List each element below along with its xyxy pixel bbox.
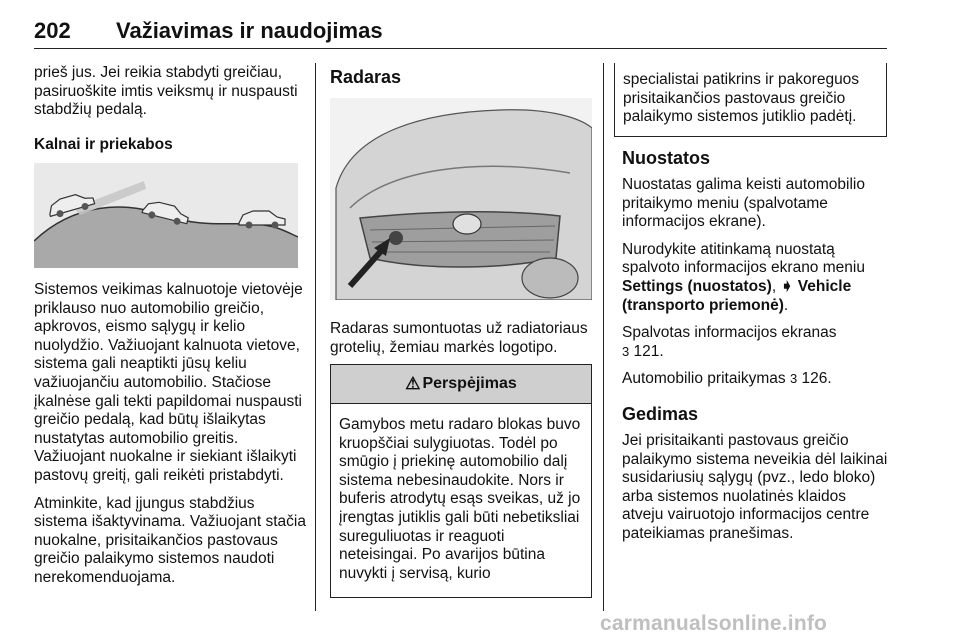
warning-triangle-icon: ⚠: [405, 374, 421, 393]
settings-paragraph-1: Nuostatas galima keisti automobilio pritaikymo meniu (spalvotame informacijos ekrane).: [622, 176, 865, 231]
column-divider-1: [315, 63, 316, 611]
menu-arrow-icon: ➧: [780, 277, 794, 295]
settings-paragraph-2: [622, 241, 890, 315]
watermark: carmanualsonline.info: [600, 612, 828, 635]
hills-paragraph-2: Atminkite, kad įjungus stabdžius sistema išaktyvinama. Važiuojant stačia nuokalne, prisitaikančios pastovaus greičio palaikymo sistemos naudoti nerekomenduojama.: [34, 494, 306, 586]
warning-box: [330, 364, 592, 598]
settings-period: .: [783, 296, 789, 314]
color-display-text: Spalvotas informacijos ekranas: [622, 324, 837, 342]
column-divider-2: [603, 63, 604, 611]
column-1: [34, 64, 306, 163]
page-title: Važiavimas ir naudojimas: [116, 18, 383, 43]
header-rule: [34, 48, 887, 49]
hills-paragraph-1: Sistemos veikimas kalnuotoje vietovėje priklauso nuo automobilio greičio, apkrovos, eismo sąlygų ir kelio nuolydžio. Važiuojant kalnuota vietove, sistema gali neaptikti jūsų keliu važiuojančiu automobilio. Stačiose įkalnėse gali tekti papildomai nuspausti greičio pedalą, kad būtų išlaikytas nustatytas automobilio greitis. Važiuojant nuokalne ir siekiant išlaikyti pastovų greitį, gali reikėti pristabdyti.: [34, 281, 303, 484]
color-display-page: 121.: [629, 342, 664, 360]
vehicle-menu-label: Vehicle (transporto priemonė): [622, 277, 852, 314]
column-1-body: [34, 281, 306, 597]
warning-header: [331, 365, 591, 404]
settings-paragraph-4: [622, 370, 890, 389]
warning-title: Perspėjimas: [422, 375, 517, 392]
settings-menu-label: Settings (nuostatos): [622, 277, 772, 295]
column-3: [622, 147, 890, 553]
intro-paragraph: prieš jus. Jei reikia stabdyti greičiau, pasiruoškite imtis veiksmų ir nuspausti stabdžių pedalą.: [34, 64, 298, 119]
hills-illustration: [34, 163, 298, 268]
settings-heading: Nuostatos: [622, 148, 711, 168]
personalization-text: Automobilio pritaikymas: [622, 370, 790, 388]
radar-caption: Radaras sumontuotas už radiatoriaus grotelių, žemiau markės logotipo.: [330, 320, 588, 356]
settings-separator: ,: [771, 277, 781, 295]
radar-heading: Radaras: [330, 67, 402, 87]
page-number: 202: [34, 18, 71, 43]
faults-paragraph: Jei prisitaikanti pastovaus greičio palaikymo sistema neveikia dėl laikinai susidariusių sąlygų (pvz., ledo bloko) arba sistemos nuolatinės klaidos atveju vairuotojo informacijos centre pateikiamas pranešimas.: [622, 431, 888, 542]
settings-p2-text: Nurodykite atitinkamą nuostatą spalvoto informacijos ekrano meniu: [622, 240, 865, 277]
hills-heading: Kalnai ir priekabos: [34, 135, 173, 153]
page-ref-icon: 3: [622, 343, 630, 359]
warning-body: Gamybos metu radaro blokas buvo kruopščiai sulygiuotas. Todėl po smūgio į priekinę automobilio dalį sistema nebesinaudokite. Nors ir buferis atrodytų esąs sveikas, už jo įrengtas jutiklis gali būti nebetiksliai sureguliuotas ir reaguoti neteisingai. Po avarijos būtina nuvykti į servisą, kurio: [339, 416, 581, 582]
warning-continuation-box: specialistai patikrins ir pakoreguos prisitaikančios pastovaus greičio palaikymo sistemos jutiklio padėtį.: [614, 63, 887, 137]
radar-illustration: [330, 98, 592, 300]
faults-heading: Gedimas: [622, 403, 699, 424]
page-ref-icon: 3: [789, 371, 798, 387]
settings-paragraph-3: [622, 324, 890, 361]
personalization-page: 126.: [797, 370, 832, 388]
